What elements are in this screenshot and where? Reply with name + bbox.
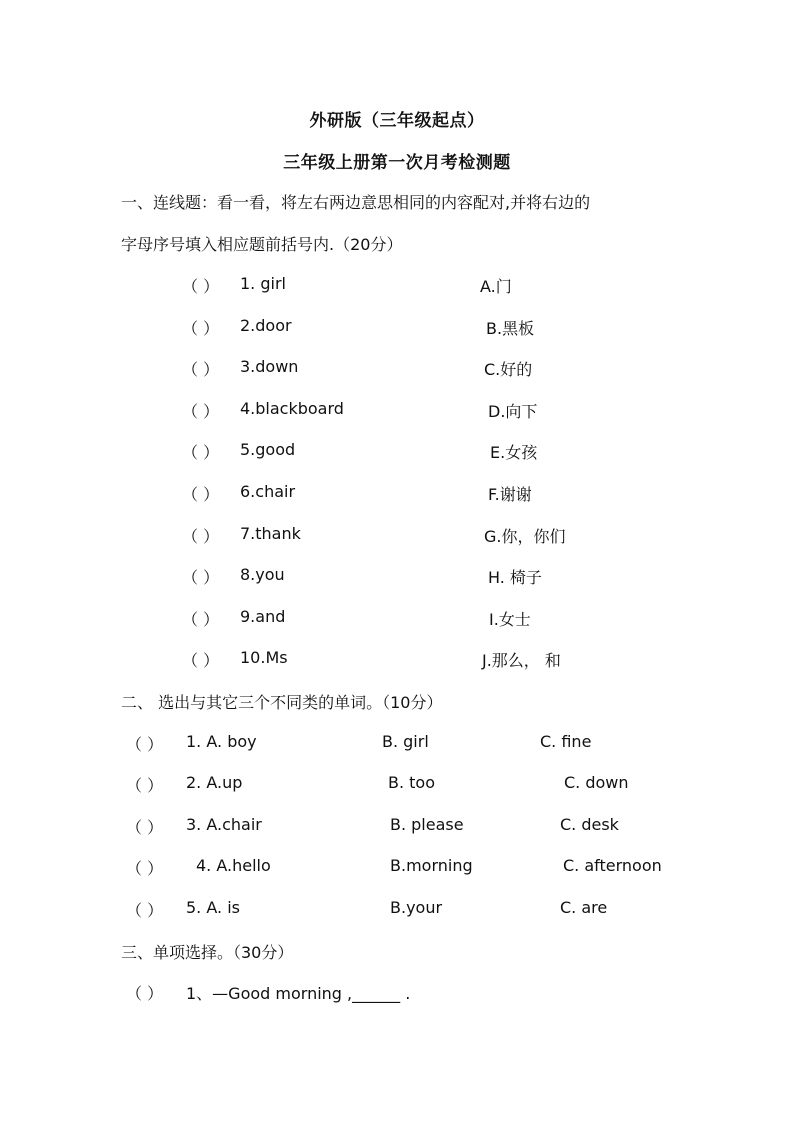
answer-blank[interactable]: （ ） <box>182 485 220 504</box>
option-c: C. afternoon <box>563 856 662 875</box>
section2-heading: 二、 选出与其它三个不同类的单词。（10分） <box>121 693 443 712</box>
match-right-item: G.你，你们 <box>484 527 566 546</box>
answer-blank[interactable]: （ ） <box>182 319 220 338</box>
page-title: 外研版（三年级起点） <box>309 111 485 131</box>
answer-blank[interactable]: （ ） <box>126 859 164 878</box>
option-c: C. fine <box>540 732 592 751</box>
answer-blank[interactable]: （ ） <box>126 776 164 795</box>
answer-blank[interactable]: （ ） <box>126 901 164 920</box>
option-a: 5. A. is <box>186 898 240 917</box>
option-c: C. are <box>560 898 608 917</box>
section3-heading: 三、单项选择。（30分） <box>121 943 294 962</box>
match-left-item: 10.Ms <box>240 648 288 667</box>
option-b: B. too <box>388 773 435 792</box>
match-left-item: 4.blackboard <box>240 399 344 418</box>
match-left-item: 5.good <box>240 440 296 459</box>
section1-heading-line2: 字母序号填入相应题前括号内.（20分） <box>121 235 403 254</box>
match-right-item: H. 椅子 <box>488 568 542 587</box>
answer-blank[interactable]: （ ） <box>126 735 164 754</box>
answer-blank[interactable]: （ ） <box>182 402 220 421</box>
match-left-item: 3.down <box>240 357 299 376</box>
option-a: 2. A.up <box>186 773 243 792</box>
answer-blank[interactable]: （ ） <box>182 443 220 462</box>
match-left-item: 9.and <box>240 607 286 626</box>
answer-blank[interactable]: （ ） <box>182 277 220 296</box>
match-left-item: 8.you <box>240 565 285 584</box>
answer-blank[interactable]: （ ） <box>182 568 220 587</box>
option-b: B. please <box>390 815 464 834</box>
option-c: C. desk <box>560 815 619 834</box>
match-right-item: E.女孩 <box>490 443 538 462</box>
answer-blank[interactable]: （ ） <box>182 360 220 379</box>
answer-blank[interactable]: （ ） <box>126 818 164 837</box>
match-left-item: 1. girl <box>240 274 286 293</box>
answer-blank[interactable]: （ ） <box>182 610 220 629</box>
match-right-item: F.谢谢 <box>488 485 532 504</box>
page-subtitle: 三年级上册第一次月考检测题 <box>283 153 511 173</box>
match-right-item: B.黑板 <box>486 319 535 338</box>
answer-blank[interactable]: （ ） <box>182 527 220 546</box>
section1-heading-line1: 一、连线题：看一看，将左右两边意思相同的内容配对,并将右边的 <box>121 193 591 212</box>
option-c: C. down <box>564 773 629 792</box>
match-right-item: C.好的 <box>484 360 533 379</box>
match-right-item: A.门 <box>480 277 512 296</box>
match-left-item: 2.door <box>240 316 292 335</box>
match-right-item: J.那么， 和 <box>482 651 561 670</box>
question-text: 1、—Good morning ,______ . <box>186 984 411 1003</box>
match-left-item: 7.thank <box>240 524 301 543</box>
match-right-item: D.向下 <box>488 402 538 421</box>
option-b: B.your <box>390 898 443 917</box>
match-left-item: 6.chair <box>240 482 296 501</box>
option-a: 4. A.hello <box>196 856 271 875</box>
option-b: B.morning <box>390 856 473 875</box>
answer-blank[interactable]: （ ） <box>182 651 220 670</box>
option-b: B. girl <box>382 732 429 751</box>
option-a: 1. A. boy <box>186 732 257 751</box>
option-a: 3. A.chair <box>186 815 262 834</box>
answer-blank[interactable]: （ ） <box>126 984 164 1003</box>
match-right-item: I.女士 <box>489 610 531 629</box>
